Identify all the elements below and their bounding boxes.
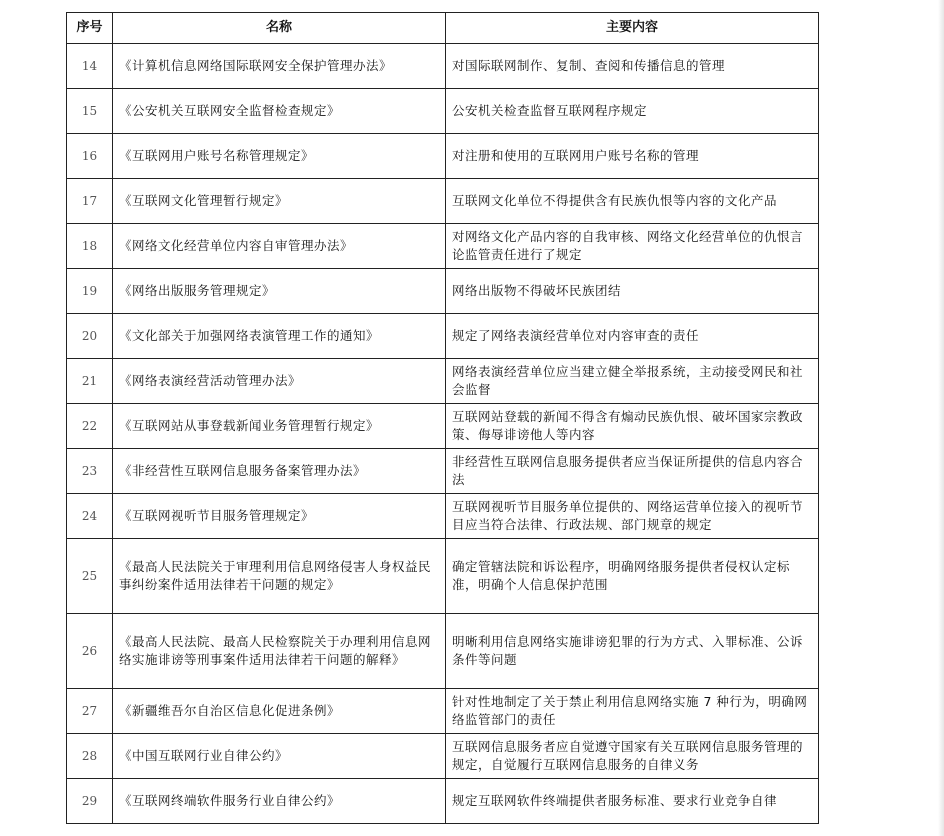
row-number: 17: [67, 179, 113, 224]
row-number: 27: [67, 689, 113, 734]
regulation-content: 互联网文化单位不得提供含有民族仇恨等内容的文化产品: [446, 179, 819, 224]
header-name: 名称: [113, 13, 446, 44]
regulation-content: 针对性地制定了关于禁止利用信息网络实施 7 种行为，明确网络监管部门的责任: [446, 689, 819, 734]
regulation-name: 《网络出版服务管理规定》: [113, 269, 446, 314]
regulation-name: 《计算机信息网络国际联网安全保护管理办法》: [113, 44, 446, 89]
row-number: 28: [67, 734, 113, 779]
header-num: 序号: [67, 13, 113, 44]
regulation-content: 规定互联网软件终端提供者服务标准、要求行业竞争自律: [446, 779, 819, 824]
table-row: [67, 539, 819, 614]
row-number: 21: [67, 359, 113, 404]
table-row: [67, 179, 819, 224]
regulation-content: 互联网站登载的新闻不得含有煽动民族仇恨、破坏国家宗教政策、侮辱诽谤他人等内容: [446, 404, 819, 449]
table-row: [67, 449, 819, 494]
row-number: 26: [67, 614, 113, 689]
row-number: 20: [67, 314, 113, 359]
table-row: [67, 614, 819, 689]
regulation-name: 《网络文化经营单位内容自审管理办法》: [113, 224, 446, 269]
row-number: 24: [67, 494, 113, 539]
table-row: [67, 689, 819, 734]
table-header-row: [67, 13, 819, 44]
regulation-name: 《互联网文化管理暂行规定》: [113, 179, 446, 224]
page-edge-shadow: [938, 0, 944, 836]
regulation-name: 《最高人民法院关于审理利用信息网络侵害人身权益民事纠纷案件适用法律若干问题的规定》: [113, 539, 446, 614]
table-row: [67, 44, 819, 89]
table-row: [67, 494, 819, 539]
table-row: [67, 134, 819, 179]
row-number: 23: [67, 449, 113, 494]
row-number: 19: [67, 269, 113, 314]
table-row: [67, 224, 819, 269]
regulation-content: 互联网视听节目服务单位提供的、网络运营单位接入的视听节目应当符合法律、行政法规、部门规章的规定: [446, 494, 819, 539]
regulation-name: 《网络表演经营活动管理办法》: [113, 359, 446, 404]
regulation-name: 《新疆维吾尔自治区信息化促进条例》: [113, 689, 446, 734]
row-number: 25: [67, 539, 113, 614]
table-row: [67, 314, 819, 359]
regulations-table: [66, 12, 819, 824]
regulation-name: 《公安机关互联网安全监督检查规定》: [113, 89, 446, 134]
regulation-name: 《非经营性互联网信息服务备案管理办法》: [113, 449, 446, 494]
table-row: [67, 734, 819, 779]
regulation-name: 《互联网终端软件服务行业自律公约》: [113, 779, 446, 824]
row-number: 16: [67, 134, 113, 179]
regulation-content: 明晰利用信息网络实施诽谤犯罪的行为方式、入罪标准、公诉条件等问题: [446, 614, 819, 689]
regulation-content: 非经营性互联网信息服务提供者应当保证所提供的信息内容合法: [446, 449, 819, 494]
regulation-content: 公安机关检查监督互联网程序规定: [446, 89, 819, 134]
row-number: 18: [67, 224, 113, 269]
regulation-content: 对注册和使用的互联网用户账号名称的管理: [446, 134, 819, 179]
regulation-content: 网络表演经营单位应当建立健全举报系统，主动接受网民和社会监督: [446, 359, 819, 404]
regulation-content: 对国际联网制作、复制、查阅和传播信息的管理: [446, 44, 819, 89]
regulation-name: 《互联网视听节目服务管理规定》: [113, 494, 446, 539]
header-content: 主要内容: [446, 13, 819, 44]
row-number: 22: [67, 404, 113, 449]
regulation-name: 《最高人民法院、最高人民检察院关于办理利用信息网络实施诽谤等刑事案件适用法律若干问题的解释》: [113, 614, 446, 689]
regulation-name: 《中国互联网行业自律公约》: [113, 734, 446, 779]
regulation-content: 对网络文化产品内容的自我审核、网络文化经营单位的仇恨言论监管责任进行了规定: [446, 224, 819, 269]
regulation-content: 互联网信息服务者应自觉遵守国家有关互联网信息服务管理的规定，自觉履行互联网信息服务的自律义务: [446, 734, 819, 779]
table-row: [67, 89, 819, 134]
regulation-content: 规定了网络表演经营单位对内容审查的责任: [446, 314, 819, 359]
table-row: [67, 404, 819, 449]
regulation-content: 确定管辖法院和诉讼程序，明确网络服务提供者侵权认定标准，明确个人信息保护范围: [446, 539, 819, 614]
table-row: [67, 359, 819, 404]
regulation-name: 《互联网用户账号名称管理规定》: [113, 134, 446, 179]
row-number: 15: [67, 89, 113, 134]
table-row: [67, 779, 819, 824]
row-number: 29: [67, 779, 113, 824]
regulation-content: 网络出版物不得破坏民族团结: [446, 269, 819, 314]
table-row: [67, 269, 819, 314]
regulation-name: 《文化部关于加强网络表演管理工作的通知》: [113, 314, 446, 359]
row-number: 14: [67, 44, 113, 89]
regulation-name: 《互联网站从事登载新闻业务管理暂行规定》: [113, 404, 446, 449]
